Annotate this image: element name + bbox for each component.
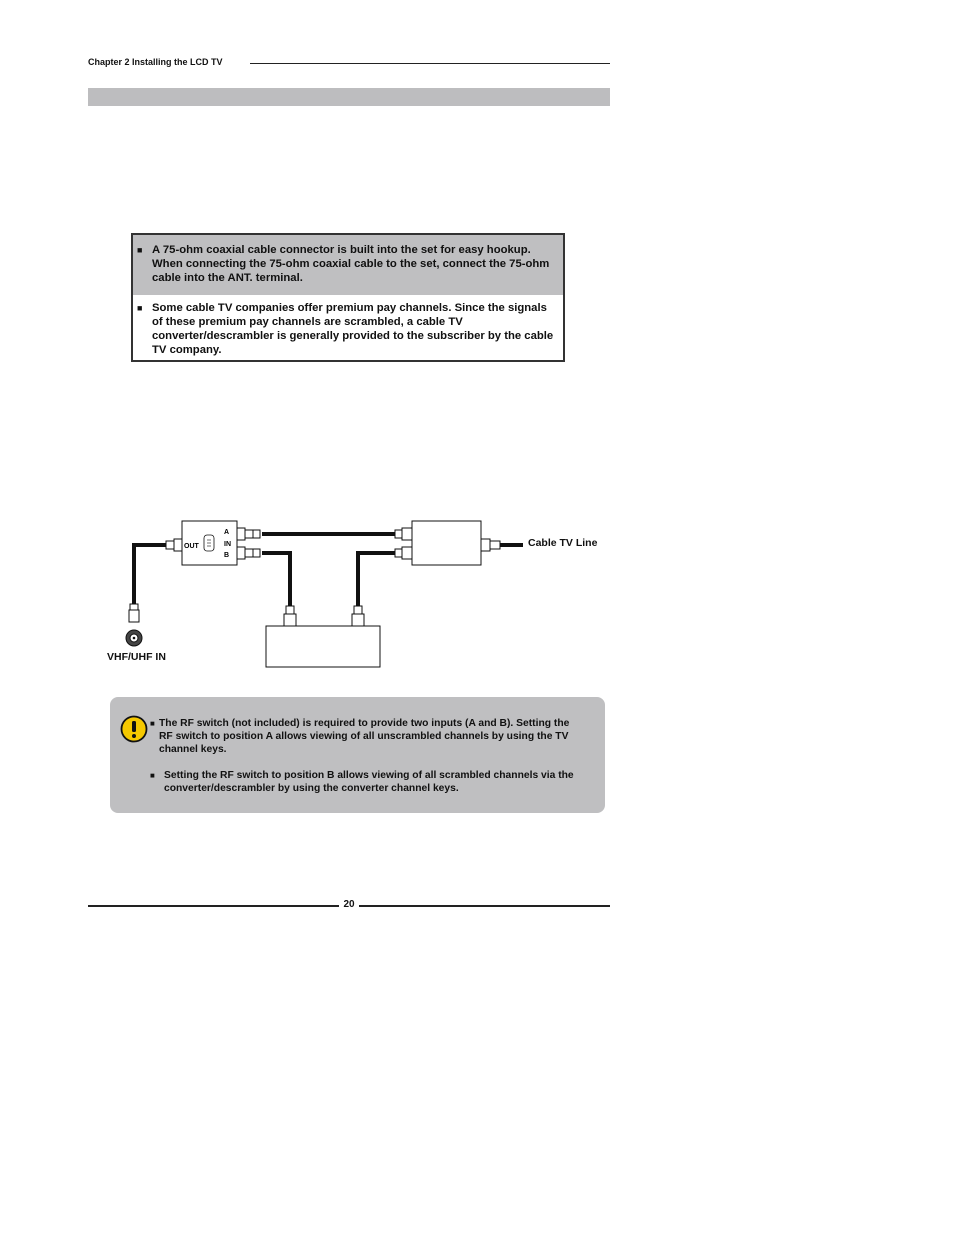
connector-descrambler-left	[284, 606, 296, 626]
connector-converter-in-bottom	[395, 547, 412, 559]
bullet: ■	[150, 771, 155, 780]
exclamation-icon	[120, 715, 148, 743]
note-text: Some cable TV companies offer premium pay channels. Since the signals of these premium pay channels are scrambled, a cable TV converter/descrambler is generally provided to the subscriber by the cable TV company.	[152, 302, 554, 356]
vhf-uhf-label: VHF/UHF IN	[107, 651, 166, 663]
caution-text: The RF switch (not included) is required to provide two inputs (A and B). Setting the RF switch to position A allows viewing of all unscrambled channels by using the TV channel keys.	[159, 718, 570, 755]
chapter-title: Chapter 2 Installing the LCD TV	[88, 57, 223, 67]
switch-label-out: OUT	[184, 543, 199, 550]
caution-box	[110, 697, 605, 813]
caution-text: Setting the RF switch to position B allows viewing of all scrambled channels via the converter/descrambler by using the converter channel keys.	[164, 770, 574, 794]
connector-vhf	[129, 604, 139, 622]
converter-box	[412, 521, 481, 565]
switch-label-in: IN	[224, 541, 231, 548]
switch-label-b: B	[224, 552, 230, 559]
bullet: ■	[150, 719, 155, 728]
cable-tv-line-label: Cable TV Line	[528, 537, 598, 549]
bullet: ■	[137, 245, 143, 255]
cable-switch-b-to-descrambler	[262, 553, 290, 608]
cable-descrambler-to-converter	[358, 553, 395, 608]
bullet: ■	[137, 303, 143, 313]
note-text: A 75-ohm coaxial cable connector is built into the set for easy hookup. When connecting the 75-ohm coaxial cable to the set, connect the 75-ohm cable into the ANT. terminal.	[152, 244, 550, 284]
switch-label-a: A	[224, 529, 230, 536]
page-number: 20	[343, 899, 355, 910]
connector-descrambler-right	[352, 606, 364, 626]
connector-switch-a	[237, 528, 260, 540]
connector-converter-out	[481, 539, 500, 551]
footer-rule	[359, 905, 610, 907]
cable-vhf-to-switch	[134, 545, 168, 605]
descrambler-box	[266, 626, 380, 667]
footer-rule	[88, 905, 339, 907]
vhf-uhf-terminal-icon	[126, 630, 142, 646]
connector-switch-b	[237, 547, 260, 559]
connector-switch-out	[166, 539, 182, 551]
connector-converter-in-top	[395, 528, 412, 540]
